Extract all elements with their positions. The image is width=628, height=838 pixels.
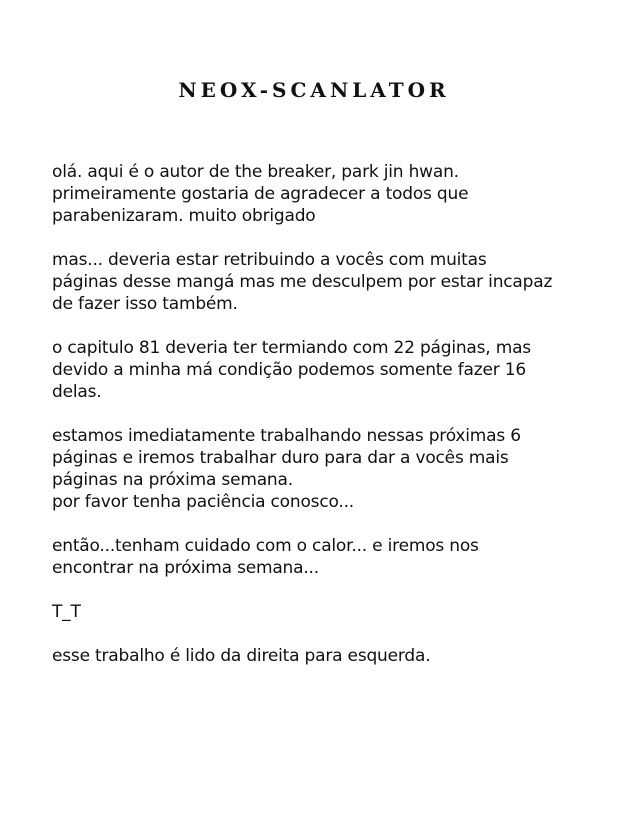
page-title: NEOX-SCANLATOR bbox=[178, 78, 450, 102]
text-line: esse trabalho é lido da direita para esquerda. bbox=[52, 646, 431, 666]
text-line: o capitulo 81 deveria ter termiando com 22 páginas, mas bbox=[52, 338, 531, 358]
text-line: estamos imediatamente trabalhando nessas próximas 6 bbox=[52, 426, 521, 446]
text-line: T_T bbox=[52, 602, 81, 622]
paragraph-greeting bbox=[52, 161, 592, 227]
paragraph-reading-direction bbox=[52, 645, 592, 667]
text-line: delas. bbox=[52, 382, 102, 402]
paragraph-chapter-info bbox=[52, 337, 592, 403]
text-line: páginas na próxima semana. bbox=[52, 470, 293, 490]
text-line: encontrar na próxima semana... bbox=[52, 558, 319, 578]
paragraph-emoticon bbox=[52, 601, 592, 623]
text-line: primeiramente gostaria de agradecer a todos que bbox=[52, 184, 469, 204]
text-line: por favor tenha paciência conosco... bbox=[52, 492, 354, 512]
text-line: mas... deveria estar retribuindo a vocês com muitas bbox=[52, 250, 487, 270]
paragraph-next-pages bbox=[52, 425, 592, 513]
paragraph-farewell bbox=[52, 535, 592, 579]
paragraph-apology bbox=[52, 249, 592, 315]
text-line: de fazer isso também. bbox=[52, 294, 238, 314]
text-line: parabenizaram. muito obrigado bbox=[52, 206, 316, 226]
letter-body bbox=[52, 161, 592, 689]
text-line: devido a minha má condição podemos somente fazer 16 bbox=[52, 360, 526, 380]
text-line: páginas desse mangá mas me desculpem por estar incapaz bbox=[52, 272, 553, 292]
text-line: olá. aqui é o autor de the breaker, park jin hwan. bbox=[52, 162, 459, 182]
text-line: páginas e iremos trabalhar duro para dar a vocês mais bbox=[52, 448, 509, 468]
text-line: então...tenham cuidado com o calor... e iremos nos bbox=[52, 536, 479, 556]
